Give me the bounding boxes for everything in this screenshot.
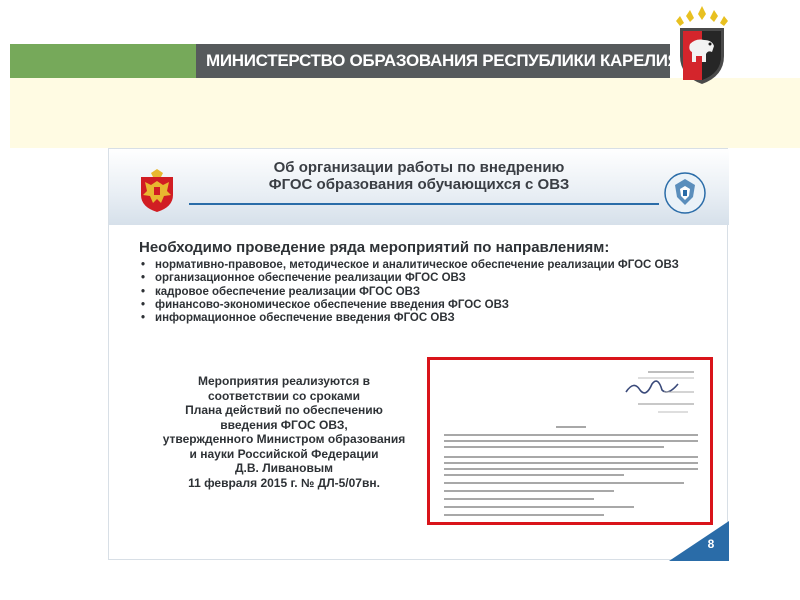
measures-line: введения ФГОС ОВЗ, xyxy=(220,417,348,432)
slide-title-line1: Об организации работы по внедрению xyxy=(273,159,565,176)
document-line xyxy=(444,440,698,442)
document-line xyxy=(444,456,698,458)
measures-line: Плана действий по обеспечению xyxy=(185,403,383,417)
banner-yellow-band xyxy=(10,78,800,148)
document-line xyxy=(444,434,698,436)
document-line xyxy=(444,482,684,484)
document-line xyxy=(444,506,634,508)
list-item: • информационное обеспечение введения ФГОС ОВЗ xyxy=(139,312,709,325)
document-line xyxy=(444,490,614,492)
measures-line: Д.В. Ливановым xyxy=(235,461,333,475)
slide xyxy=(108,148,728,560)
document-line xyxy=(556,426,586,428)
document-line xyxy=(444,446,664,448)
measures-text xyxy=(139,374,429,490)
title-underline xyxy=(189,203,659,205)
document-line xyxy=(444,514,604,516)
document-line xyxy=(444,468,698,470)
list-item: • нормативно-правовое, методическое и аналитическое обеспечение реализации ФГОС ОВЗ xyxy=(139,259,709,272)
measures-line: утвержденного Министром образования xyxy=(162,432,406,446)
document-line xyxy=(444,462,698,464)
document-thumbnail xyxy=(427,357,713,525)
list-item: • финансово-экономическое обеспечение введения ФГОС ОВЗ xyxy=(139,299,709,312)
page-number: 8 xyxy=(707,537,715,551)
ministry-emblem-icon xyxy=(663,171,707,215)
ministry-title: МИНИСТЕРСТВО ОБРАЗОВАНИЯ РЕСПУБЛИКИ КАРЕЛИЯ xyxy=(206,51,680,70)
approval-signature-block xyxy=(608,366,698,422)
slide-heading: Необходимо проведение ряда мероприятий по направлениям: xyxy=(139,239,610,256)
russia-coat-of-arms-icon xyxy=(137,169,177,213)
measures-line: Мероприятия реализуются в xyxy=(198,374,370,388)
directions-list xyxy=(139,259,709,325)
slide-title-line2: ФГОС образования обучающихся с ОВЗ xyxy=(268,176,570,193)
list-item: • организационное обеспечение реализации ФГОС ОВЗ xyxy=(139,272,709,285)
measures-line: и науки Российской Федерации xyxy=(189,446,379,461)
document-line xyxy=(444,498,594,500)
list-item: • кадровое обеспечение реализации ФГОС ОВЗ xyxy=(139,286,709,299)
karelia-coat-of-arms-icon xyxy=(672,6,732,86)
slide-title xyxy=(219,159,619,193)
measures-line: соответствии со сроками xyxy=(208,388,360,403)
document-line xyxy=(444,474,624,476)
measures-line: 11 февраля 2015 г. № ДЛ-5/07вн. xyxy=(188,475,380,490)
